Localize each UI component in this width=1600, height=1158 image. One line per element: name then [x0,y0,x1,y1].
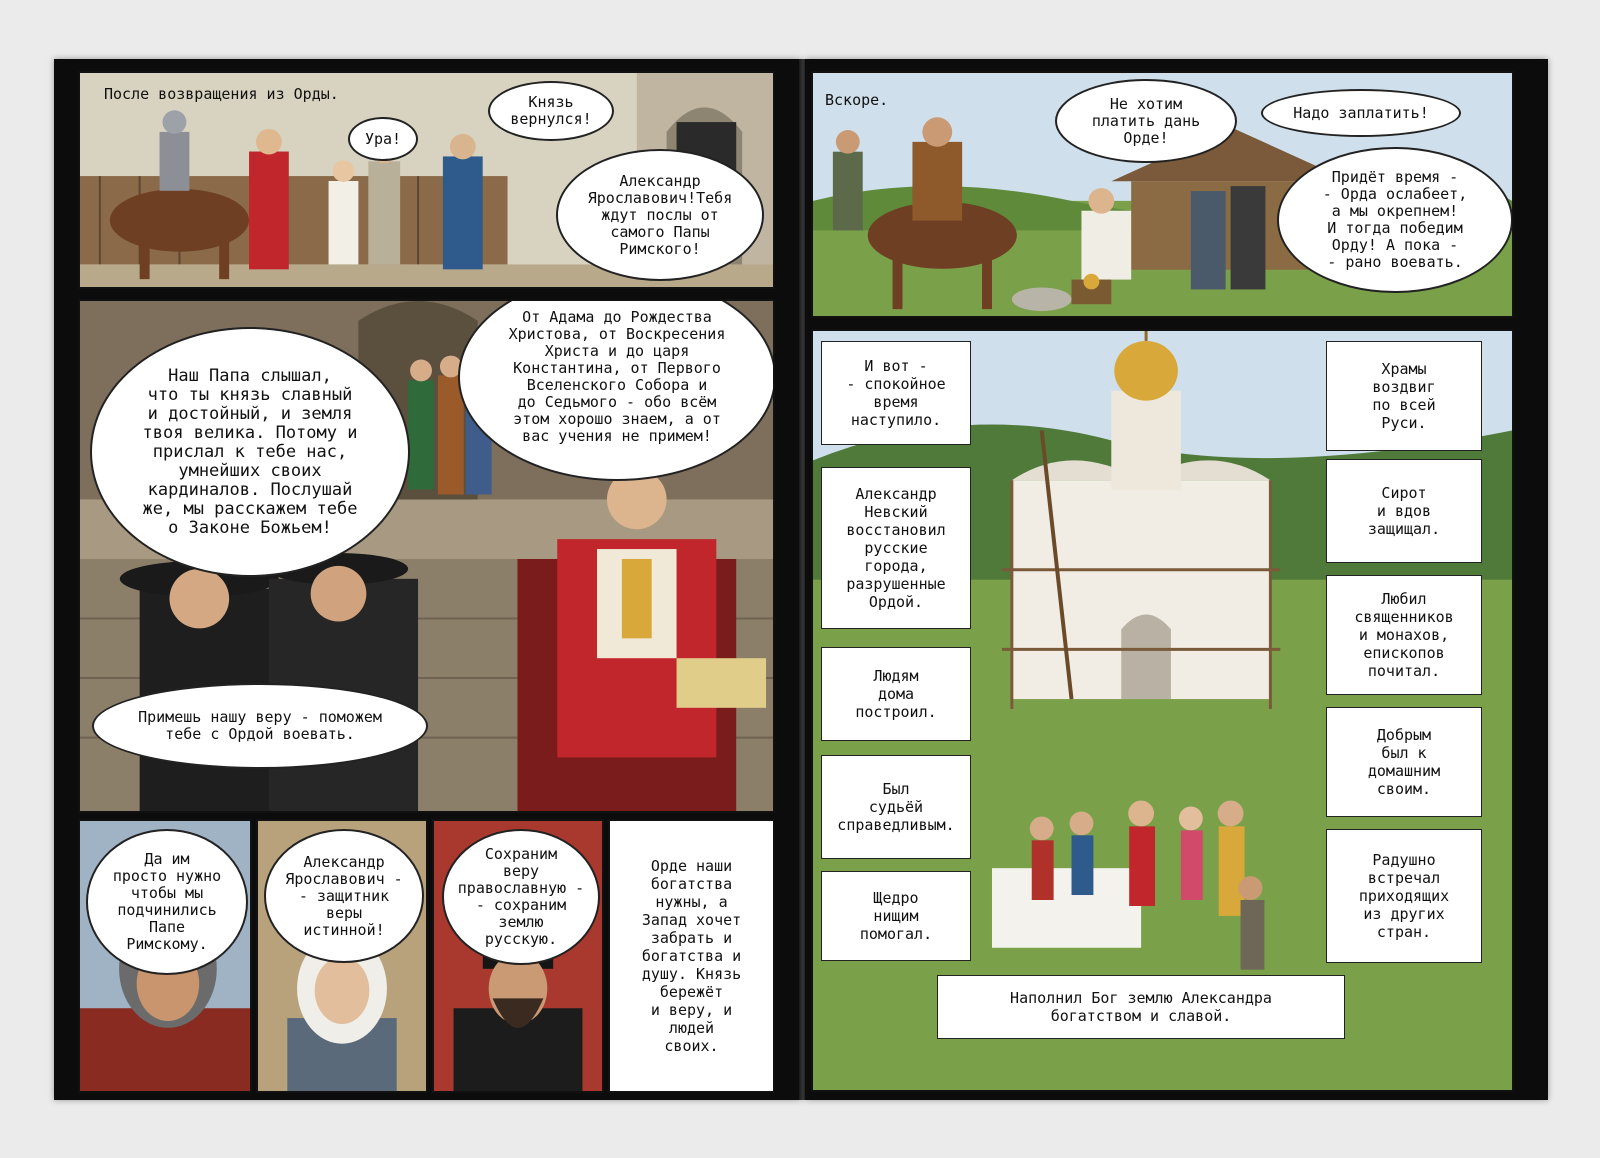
caption-filled-with-glory: Наполнил Бог землю Александра богатством и славой. [937,975,1345,1039]
speech-balloon-woman: Александр Ярославович - - защитник веры истинной! [264,829,424,963]
speech-balloon-alexander-reply: От Адама до Рождества Христова, от Воскресения Христа и до царя Константина, от Первого Вселенского Собора и до Седьмого - обо всём этом хорошо знаем, а от вас учения не примем! [458,299,775,481]
left-comic-page [54,59,801,1100]
speech-balloon-time-will-come: Придёт время - - Орда ослабеет, а мы окрепнем! И тогда победим Орду! А пока - - рано воевать. [1277,147,1513,293]
speech-balloon-cardinal-offer: Примешь нашу веру - поможем тебе с Ордой воевать. [92,683,428,769]
caption-right-2: Сирот и вдов защищал. [1326,459,1482,563]
speech-balloon-warrior: Да им просто нужно чтобы мы подчинились Папе Римскому. [86,829,248,975]
caption-right-3: Любил священников и монахов, епископов почитал. [1326,575,1482,695]
caption-left-2: Александр Невский восстановил русские города, разрушенные Ордой. [821,467,971,629]
right-comic-page [805,59,1548,1100]
caption-horde-west-riches: Орде наши богатства нужны, а Запад хочет забрать и богатства и душу. Князь бережёт и веру, и людей своих. [610,821,773,1091]
speech-balloon-monk: Сохраним веру православную - - сохраним землю русскую. [442,829,600,965]
caption-left-5: Щедро нищим помогал. [821,871,971,961]
panel-monk-comment [432,819,604,1093]
panel-return-from-horde [78,71,775,289]
speech-balloon-hurray: Ура! [348,117,418,161]
caption-right-5: Радушно встречал приходящих из других стран. [1326,829,1482,963]
caption-soon: Вскоре. [825,91,889,109]
caption-right-1: Храмы воздвиг по всей Руси. [1326,341,1482,451]
panel-narration-riches [608,819,775,1093]
panel-warrior-comment [78,819,252,1093]
speech-balloon-prince-returned: Князь вернулся! [488,81,614,141]
speech-balloon-refuse-tribute: Не хотим платить дань Орде! [1055,79,1237,163]
speech-balloon-must-pay: Надо заплатить! [1261,89,1461,137]
panel-tribute-debate [811,71,1514,318]
caption-after-return: После возвращения из Орды. [104,85,339,103]
panel-cardinals-audience [78,299,775,813]
speech-balloon-envoys-waiting: Александр Ярославович!Тебя ждут послы от самого Папы Римского! [556,149,764,281]
panel-peaceful-times [811,329,1514,1092]
caption-left-1: И вот - - спокойное время наступило. [821,341,971,445]
caption-left-4: Был судьёй справедливым. [821,755,971,859]
panel-woman-comment [256,819,428,1093]
caption-left-3: Людям дома построил. [821,647,971,741]
speech-balloon-cardinal-invitation: Наш Папа слышал, что ты князь славный и достойный, и земля твоя велика. Потому и прислал к тебе нас, умнейших своих кардиналов. Послушай же, мы расскажем тебе о Законе Божьем! [90,327,410,577]
caption-right-4: Добрым был к домашним своим. [1326,707,1482,817]
